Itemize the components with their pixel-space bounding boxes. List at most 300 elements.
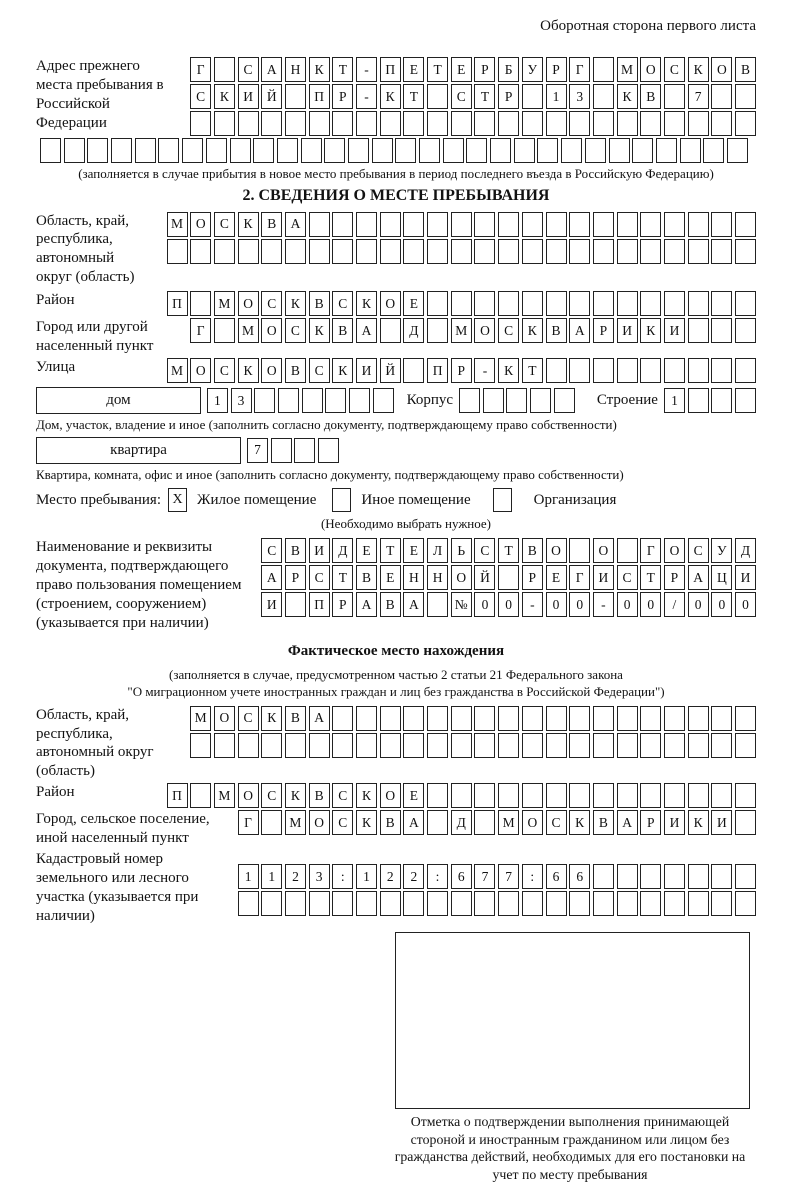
form-cell: С [190, 84, 211, 109]
actual-city-block [36, 810, 756, 848]
form-cell [498, 291, 519, 316]
form-cell: А [285, 212, 306, 237]
form-cell [711, 358, 732, 383]
form-cell [617, 212, 638, 237]
form-cell [735, 388, 756, 413]
actual-location-title: Фактическое место нахождения [287, 642, 505, 659]
form-cell [688, 318, 709, 343]
form-cell [230, 138, 251, 163]
form-cell [459, 388, 480, 413]
form-cell: Т [640, 565, 661, 590]
form-cell: М [190, 706, 211, 731]
form-cell: Г [569, 57, 590, 82]
form-cell [593, 212, 614, 237]
form-cell: 2 [380, 864, 401, 889]
form-cell [593, 891, 614, 916]
form-cell [332, 706, 353, 731]
form-cell: К [356, 291, 377, 316]
form-cell: А [403, 810, 424, 835]
form-cell: 7 [247, 438, 268, 463]
actual-district-label: Район [36, 784, 75, 801]
form-cell [664, 783, 685, 808]
form-cell [711, 783, 732, 808]
house-cells [207, 388, 394, 413]
form-cell [403, 706, 424, 731]
form-cell: И [261, 592, 282, 617]
actual-region-row-1 [190, 706, 756, 731]
form-cell: К [380, 84, 401, 109]
form-cell: С [285, 318, 306, 343]
form-cell [238, 733, 259, 758]
form-cell: 3 [309, 864, 330, 889]
korpus-cells [459, 388, 575, 413]
form-cell [309, 239, 330, 264]
form-cell: Й [261, 84, 282, 109]
checkbox-dwelling: X [168, 488, 187, 512]
form-cell [87, 138, 108, 163]
form-cell [332, 891, 353, 916]
document-row-2 [261, 565, 756, 590]
form-cell [427, 239, 448, 264]
form-cell [664, 358, 685, 383]
page-header-note: Оборотная сторона первого листа [540, 18, 756, 34]
form-cell: 0 [569, 592, 590, 617]
form-cell [309, 733, 330, 758]
form-cell: В [261, 212, 282, 237]
form-cell [640, 733, 661, 758]
form-cell [294, 438, 315, 463]
form-cell: К [617, 84, 638, 109]
cadastre-row-1 [238, 864, 756, 889]
form-cell: И [735, 565, 756, 590]
form-cell [688, 706, 709, 731]
form-cell: Р [593, 318, 614, 343]
form-cell: К [569, 810, 590, 835]
form-cell: Г [190, 57, 211, 82]
form-cell: Г [569, 565, 590, 590]
form-cell: В [546, 318, 567, 343]
form-cell [688, 111, 709, 136]
form-cell [498, 239, 519, 264]
form-cell: К [309, 318, 330, 343]
form-cell: Т [332, 565, 353, 590]
form-cell [561, 138, 582, 163]
city-block [36, 318, 756, 356]
form-cell [546, 111, 567, 136]
form-cell: Р [285, 565, 306, 590]
form-cell: 1 [238, 864, 259, 889]
form-cell [711, 239, 732, 264]
form-cell [593, 84, 614, 109]
form-cell: О [522, 810, 543, 835]
form-cell [640, 239, 661, 264]
form-cell [302, 388, 323, 413]
form-cell [301, 138, 322, 163]
form-cell [546, 891, 567, 916]
form-cell: Р [498, 84, 519, 109]
prev-address-note: (заполняется в случае прибытия в новое место пребывания в период последнего въезда в Российскую Федерацию) [78, 166, 714, 181]
form-cell: С [309, 565, 330, 590]
form-cell: Р [474, 57, 495, 82]
flat-note: Квартира, комната, офис и иное (заполнить согласно документу, подтверждающему право собственности) [36, 466, 624, 482]
form-cell [735, 111, 756, 136]
form-cell [403, 891, 424, 916]
form-cell: О [190, 358, 211, 383]
form-cell: - [593, 592, 614, 617]
form-cell [474, 891, 495, 916]
form-cell [656, 138, 677, 163]
form-cell [640, 891, 661, 916]
form-cell [498, 565, 519, 590]
form-cell: 0 [640, 592, 661, 617]
form-cell [688, 358, 709, 383]
form-cell: С [617, 565, 638, 590]
form-cell [688, 891, 709, 916]
form-cell [546, 706, 567, 731]
form-cell [735, 891, 756, 916]
checkbox-organization [493, 488, 512, 512]
form-cell [522, 84, 543, 109]
street-block [36, 358, 756, 383]
form-cell [735, 212, 756, 237]
form-cell [593, 239, 614, 264]
actual-location-note [36, 666, 756, 701]
form-cell [609, 138, 630, 163]
form-cell [735, 291, 756, 316]
form-cell [593, 783, 614, 808]
form-cell [427, 783, 448, 808]
form-cell: О [261, 318, 282, 343]
form-cell: С [498, 318, 519, 343]
form-cell [711, 733, 732, 758]
form-cell [253, 138, 274, 163]
form-cell [277, 138, 298, 163]
form-cell: 3 [231, 388, 252, 413]
form-cell: - [356, 84, 377, 109]
form-cell: 0 [711, 592, 732, 617]
form-cell: О [593, 538, 614, 563]
form-cell: С [309, 358, 330, 383]
form-cell [735, 318, 756, 343]
form-cell [214, 57, 235, 82]
form-cell [617, 538, 638, 563]
form-cell [261, 239, 282, 264]
form-cell [238, 239, 259, 264]
form-cell: : [427, 864, 448, 889]
form-cell [711, 891, 732, 916]
form-cell: В [356, 565, 377, 590]
form-cell: М [285, 810, 306, 835]
prev-address-grid [190, 57, 756, 136]
form-cell: А [356, 592, 377, 617]
form-cell: 1 [546, 84, 567, 109]
form-cell [214, 111, 235, 136]
form-cell [419, 138, 440, 163]
form-cell [380, 706, 401, 731]
form-cell [688, 864, 709, 889]
city-label: Город или другой населенный пункт [36, 319, 154, 355]
form-cell [427, 733, 448, 758]
form-cell [285, 239, 306, 264]
form-cell: К [238, 212, 259, 237]
form-cell: М [498, 810, 519, 835]
form-cell: В [309, 291, 330, 316]
actual-location-note-line2: "О миграционном учете иностранных граждан и лиц без гражданства в Российской Федерации") [127, 684, 665, 700]
prev-address-row-3 [190, 111, 756, 136]
form-cell [727, 138, 748, 163]
form-cell [356, 239, 377, 264]
form-cell: О [474, 318, 495, 343]
street-label: Улица [36, 358, 76, 375]
form-cell [664, 706, 685, 731]
form-cell [688, 388, 709, 413]
form-cell: Т [332, 57, 353, 82]
form-cell [427, 706, 448, 731]
form-cell: И [593, 565, 614, 590]
form-cell [554, 388, 575, 413]
form-cell: П [167, 291, 188, 316]
form-cell [403, 111, 424, 136]
prev-address-row-2 [190, 84, 756, 109]
form-cell: С [332, 783, 353, 808]
form-cell [190, 291, 211, 316]
form-cell: С [214, 358, 235, 383]
form-cell: Г [238, 810, 259, 835]
form-cell: М [167, 212, 188, 237]
form-cell [285, 84, 306, 109]
form-cell [182, 138, 203, 163]
form-cell: О [214, 706, 235, 731]
house-row [36, 387, 756, 414]
form-cell: В [593, 810, 614, 835]
form-cell: Р [332, 592, 353, 617]
form-cell: Р [522, 565, 543, 590]
form-cell: П [309, 592, 330, 617]
form-cell: В [735, 57, 756, 82]
actual-city-row [238, 810, 756, 835]
form-cell [451, 111, 472, 136]
form-cell: О [451, 565, 472, 590]
form-cell: О [261, 358, 282, 383]
cadastre-block [36, 850, 756, 926]
form-cell [372, 138, 393, 163]
form-cell [380, 212, 401, 237]
form-cell: Р [664, 565, 685, 590]
form-cell [617, 733, 638, 758]
form-cell [356, 111, 377, 136]
form-cell [569, 358, 590, 383]
form-cell [238, 111, 259, 136]
form-cell [451, 212, 472, 237]
form-cell [271, 438, 292, 463]
form-cell: В [285, 538, 306, 563]
form-cell: Й [474, 565, 495, 590]
form-cell [285, 891, 306, 916]
street-row [167, 358, 757, 383]
form-cell [569, 783, 590, 808]
form-cell: К [214, 84, 235, 109]
form-cell: 2 [403, 864, 424, 889]
form-cell [427, 84, 448, 109]
form-cell: И [309, 538, 330, 563]
korpus-label: Корпус [406, 391, 454, 408]
form-cell: О [664, 538, 685, 563]
form-cell [474, 212, 495, 237]
form-cell: К [688, 57, 709, 82]
form-cell: А [617, 810, 638, 835]
form-cell [190, 239, 211, 264]
form-cell [324, 138, 345, 163]
form-cell [427, 810, 448, 835]
form-cell [640, 783, 661, 808]
actual-region-label: Область, край, республика, автономный округ (область) [36, 706, 154, 780]
form-cell: А [688, 565, 709, 590]
form-cell: Р [451, 358, 472, 383]
form-cell: Ь [451, 538, 472, 563]
form-cell [735, 733, 756, 758]
form-cell [569, 538, 590, 563]
form-cell: 0 [735, 592, 756, 617]
form-cell: Н [403, 565, 424, 590]
form-cell [498, 212, 519, 237]
form-cell [664, 212, 685, 237]
form-cell: К [498, 358, 519, 383]
form-cell: К [356, 810, 377, 835]
form-cell [617, 358, 638, 383]
form-cell [546, 733, 567, 758]
form-cell [474, 239, 495, 264]
form-cell [688, 212, 709, 237]
form-cell: 7 [498, 864, 519, 889]
form-cell: М [167, 358, 188, 383]
stamp-area [395, 932, 750, 1109]
form-cell [261, 733, 282, 758]
flat-row [36, 437, 756, 464]
form-cell: : [332, 864, 353, 889]
checkbox-other-premises [332, 488, 351, 512]
option-other-premises-label: Иное помещение [361, 491, 471, 508]
form-cell [664, 111, 685, 136]
form-cell [514, 138, 535, 163]
form-cell [569, 706, 590, 731]
form-cell: С [238, 706, 259, 731]
form-cell [711, 706, 732, 731]
form-cell: Н [427, 565, 448, 590]
form-cell: О [546, 538, 567, 563]
form-cell [680, 138, 701, 163]
form-cell [593, 733, 614, 758]
city-row [190, 318, 756, 343]
form-cell: М [451, 318, 472, 343]
form-cell: Г [190, 318, 211, 343]
form-cell [261, 891, 282, 916]
form-cell [711, 212, 732, 237]
form-cell [380, 239, 401, 264]
form-cell: 6 [546, 864, 567, 889]
actual-location-note-line1: (заполняется в случае, предусмотренном частью 2 статьи 21 Федерального закона [169, 666, 623, 682]
form-cell [451, 783, 472, 808]
form-cell: Е [403, 57, 424, 82]
form-cell [474, 733, 495, 758]
form-cell [617, 891, 638, 916]
form-cell [593, 864, 614, 889]
form-cell [356, 891, 377, 916]
form-cell: К [688, 810, 709, 835]
form-cell: Е [451, 57, 472, 82]
form-cell: А [569, 318, 590, 343]
form-cell [593, 706, 614, 731]
form-cell: 0 [617, 592, 638, 617]
form-cell: В [640, 84, 661, 109]
form-cell [349, 388, 370, 413]
option-organization-label: Организация [533, 491, 617, 508]
form-cell [451, 239, 472, 264]
form-cell: В [522, 538, 543, 563]
form-cell [688, 783, 709, 808]
form-cell [537, 138, 558, 163]
form-cell: М [238, 318, 259, 343]
form-cell [318, 438, 339, 463]
form-cell: П [380, 57, 401, 82]
form-cell [403, 733, 424, 758]
form-cell [135, 138, 156, 163]
form-cell: Д [332, 538, 353, 563]
district-row [167, 291, 757, 316]
form-cell [569, 733, 590, 758]
form-cell [285, 111, 306, 136]
form-cell [325, 388, 346, 413]
form-cell [632, 138, 653, 163]
form-cell [427, 318, 448, 343]
actual-district-block [36, 783, 756, 808]
form-cell [569, 291, 590, 316]
form-cell [664, 864, 685, 889]
form-cell: 1 [261, 864, 282, 889]
form-cell: О [380, 783, 401, 808]
form-cell: Т [427, 57, 448, 82]
form-cell: К [522, 318, 543, 343]
form-cell: В [332, 318, 353, 343]
form-cell [474, 810, 495, 835]
form-cell: 0 [688, 592, 709, 617]
form-cell: В [380, 592, 401, 617]
actual-district-row [167, 783, 757, 808]
form-cell: 2 [285, 864, 306, 889]
form-cell [190, 783, 211, 808]
form-cell: С [332, 291, 353, 316]
form-cell: С [664, 57, 685, 82]
form-cell [427, 891, 448, 916]
form-cell: М [214, 783, 235, 808]
form-cell [569, 891, 590, 916]
document-label: Наименование и реквизиты документа, подтверждающего право пользования помещением (строением, сооружением) (указывается при наличии) [36, 539, 242, 631]
form-cell [522, 733, 543, 758]
form-cell [474, 783, 495, 808]
form-cell: 0 [546, 592, 567, 617]
form-cell [522, 111, 543, 136]
stay-type-row [36, 488, 756, 512]
form-cell [664, 84, 685, 109]
house-box-label: дом [36, 387, 201, 414]
form-cell: 6 [451, 864, 472, 889]
form-cell: К [261, 706, 282, 731]
form-cell [498, 733, 519, 758]
form-cell [711, 388, 732, 413]
form-cell [427, 592, 448, 617]
form-cell: В [285, 358, 306, 383]
form-cell [309, 891, 330, 916]
form-cell [380, 733, 401, 758]
